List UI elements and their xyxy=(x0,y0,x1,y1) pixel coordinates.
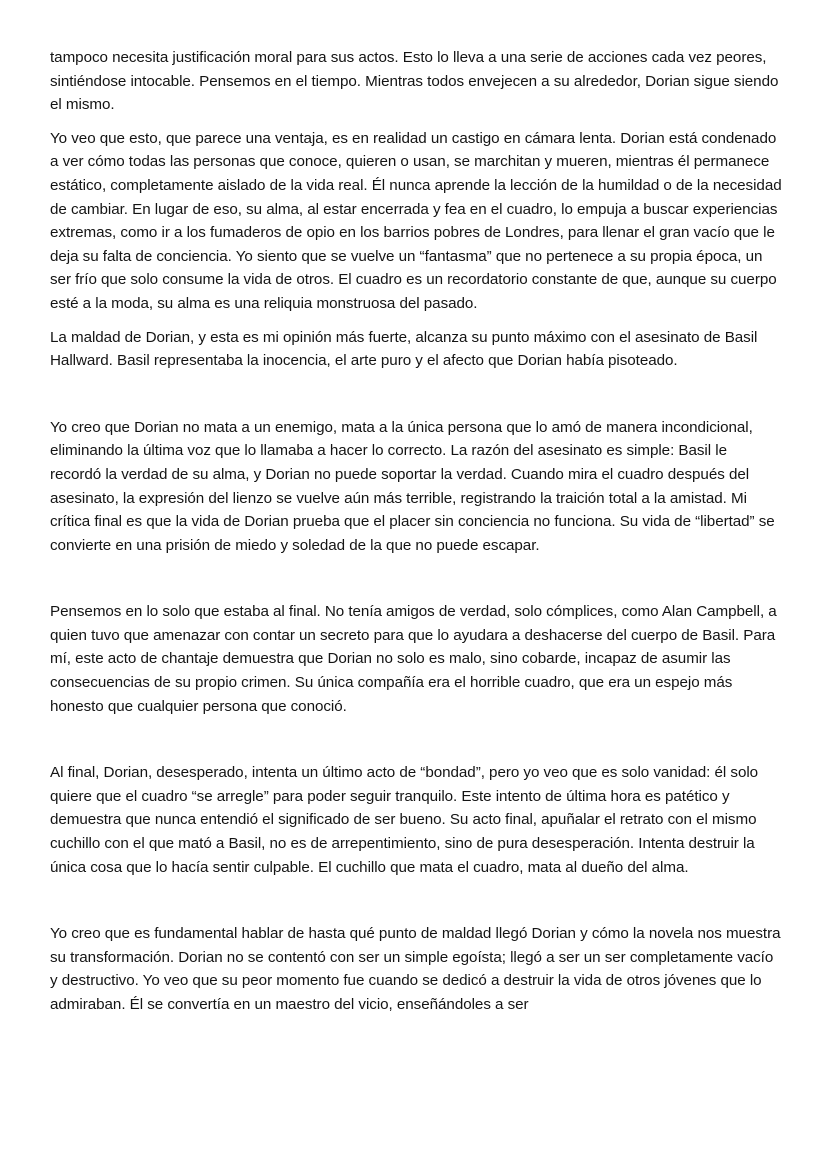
paragraph: Yo veo que esto, que parece una ventaja, es en realidad un castigo en cámara lenta. Dorian está condenado a ver cómo todas las personas que conoce, quieren o usan, se marchitan y mueren, mientras él permanece estático, completamente aislado de la vida real. Él nunca aprende la lección de la humildad o de la necesidad de cambiar. En lugar de eso, su alma, al estar encerrada y fea en el cuadro, lo empuja a buscar experiencias extremas, como ir a los fumaderos de opio en los barrios pobres de Londres, para llenar el gran vacío que le deja su falta de conciencia. Yo siento que se vuelve un “fantasma” que no pertenece a su propia época, un ser frío que solo consume la vida de otros. El cuadro es un recordatorio constante de que, aunque su cuerpo esté a la moda, su alma es una reliquia monstruosa del pasado. xyxy=(50,129,782,312)
paragraph: Al final, Dorian, desesperado, intenta un último acto de “bondad”, pero yo veo que es solo vanidad: él solo quiere que el cuadro “se arregle” para poder seguir tranquilo. Este intento de última hora es patético y demuestra que nunca entendió el significado de ser bueno. Su acto final, apuñalar el retrato con el mismo cuchillo con el que mató a Basil, no es de arrepentimiento, sino de pura desesperación. Intenta destruir la única cosa que lo hacía sentir culpable. El cuchillo que mata el cuadro, mata al dueño del alma. xyxy=(50,764,759,876)
paragraph: Yo creo que es fundamental hablar de hasta qué punto de maldad llegó Dorian y cómo la novela nos muestra su transformación. Dorian no se contentó con ser un simple egoísta; llegó a ser un ser completamente vacío y destructivo. Yo veo que su peor momento fue cuando se dedicó a destruir la vida de otros jóvenes que lo admiraban. Él se convertía en un maestro del vicio, enseñándoles a ser xyxy=(50,925,781,1013)
paragraph: tampoco necesita justificación moral para sus actos. Esto lo lleva a una serie de acciones cada vez peores, sintiéndose intocable. Pensemos en el tiempo. Mientras todos envejecen a su alrededor, Dorian sigue siendo el mismo. xyxy=(50,49,779,114)
document-page xyxy=(50,46,782,1017)
paragraph: La maldad de Dorian, y esta es mi opinión más fuerte, alcanza su punto máximo con el asesinato de Basil Hallward. Basil representaba la inocencia, el arte puro y el afecto que Dorian había pisoteado. xyxy=(50,328,758,370)
paragraph: Yo creo que Dorian no mata a un enemigo, mata a la única persona que lo amó de manera incondicional, eliminando la última voz que lo llamaba a hacer lo correcto. La razón del asesinato es simple: Basil le recordó la verdad de su alma, y Dorian no puede soportar la verdad. Cuando mira el cuadro después del asesinato, la expresión del lienzo se vuelve aún más terrible, registrando la traición total a la amistad. Mi crítica final es que la vida de Dorian prueba que el placer sin conciencia no funciona. Su vida de “libertad” se convierte en una prisión de miedo y soledad de la que no puede escapar. xyxy=(50,418,775,554)
paragraph: Pensemos en lo solo que estaba al final. No tenía amigos de verdad, solo cómplices, como Alan Campbell, a quien tuvo que amenazar con contar un secreto para que lo ayudara a deshacerse del cuerpo de Basil. Para mí, este acto de chantaje demuestra que Dorian no solo es malo, sino cobarde, incapaz de asumir las consecuencias de su propio crimen. Su única compañía era el horrible cuadro, que era un espejo más honesto que cualquier persona que conoció. xyxy=(50,603,777,715)
